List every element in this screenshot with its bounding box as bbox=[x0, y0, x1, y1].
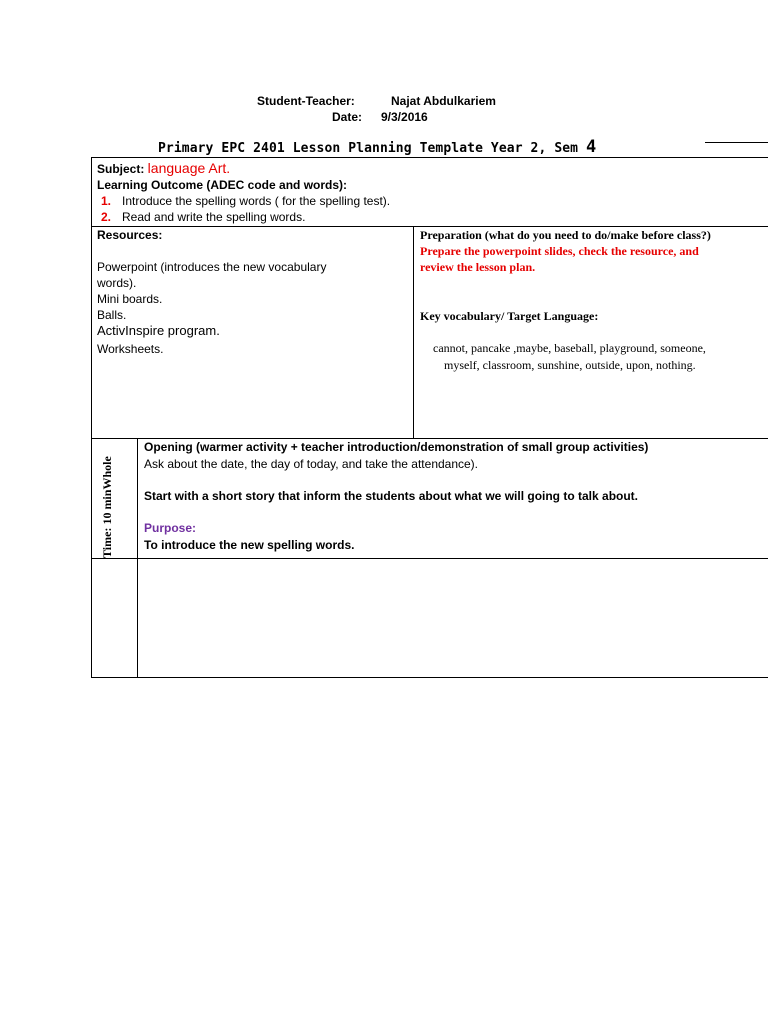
outcome-text: Read and write the spelling words. bbox=[122, 210, 306, 224]
outcome-text: Introduce the spelling words ( for the spelling test). bbox=[122, 194, 391, 208]
purpose-text: To introduce the new spelling words. bbox=[144, 538, 355, 552]
title-sem-number: 4 bbox=[586, 137, 597, 157]
outcome-num: 1. bbox=[101, 194, 112, 208]
student-teacher-name: Najat Abdulkariem bbox=[391, 94, 496, 108]
date-value: 9/3/2016 bbox=[381, 110, 428, 124]
learning-outcome-label: Learning Outcome (ADEC code and words): bbox=[97, 178, 348, 192]
resource-line: Worksheets. bbox=[97, 342, 164, 356]
outcome-item bbox=[101, 193, 391, 209]
preparation-line: review the lesson plan. bbox=[420, 260, 536, 274]
table-bottom-line bbox=[91, 677, 768, 678]
preparation-line: Prepare the powerpoint slides, check the resource, and bbox=[420, 244, 699, 258]
subject-label: Subject: bbox=[97, 162, 148, 176]
outcome-num: 2. bbox=[101, 210, 112, 224]
page-title bbox=[158, 137, 596, 157]
time-label: Time: 10 minWhole bbox=[100, 456, 114, 558]
resource-line: ActivInspire program. bbox=[97, 323, 220, 338]
opening-line: Ask about the date, the day of today, and take the attendance). bbox=[144, 457, 479, 471]
vocabulary-line: cannot, pancake ,maybe, baseball, playground, someone, bbox=[433, 341, 706, 355]
subject-row bbox=[97, 160, 230, 177]
resources-label: Resources: bbox=[97, 228, 163, 242]
time-label-cell bbox=[92, 438, 122, 558]
resource-line: Balls. bbox=[97, 308, 127, 322]
purpose-label: Purpose: bbox=[144, 521, 197, 535]
vocabulary-label: Key vocabulary/ Target Language: bbox=[420, 309, 599, 323]
table-top-line bbox=[91, 157, 768, 158]
opening-line: Start with a short story that inform the students about what we will going to talk about. bbox=[144, 489, 639, 503]
resource-line: Mini boards. bbox=[97, 292, 163, 306]
table-left-line bbox=[91, 157, 92, 678]
preparation-label: Preparation (what do you need to do/make before class?) bbox=[420, 228, 711, 242]
subject-value: language Art. bbox=[147, 160, 231, 176]
column-divider-time bbox=[137, 438, 138, 678]
resource-line: Powerpoint (introduces the new vocabulary bbox=[97, 260, 327, 274]
opening-heading: Opening (warmer activity + teacher introduction/demonstration of small group activities) bbox=[144, 440, 649, 454]
date-label: Date: bbox=[332, 110, 363, 124]
title-text: Primary EPC 2401 Lesson Planning Template Year 2, Sem bbox=[158, 141, 587, 156]
student-teacher-label: Student-Teacher: bbox=[257, 94, 355, 108]
resource-line: words). bbox=[97, 276, 137, 290]
column-divider-resources bbox=[413, 226, 414, 438]
outcome-item bbox=[101, 209, 306, 225]
table-top-right-line bbox=[705, 142, 768, 143]
row-divider-3 bbox=[91, 558, 768, 559]
vocabulary-line: myself, classroom, sunshine, outside, upon, nothing. bbox=[444, 358, 696, 372]
